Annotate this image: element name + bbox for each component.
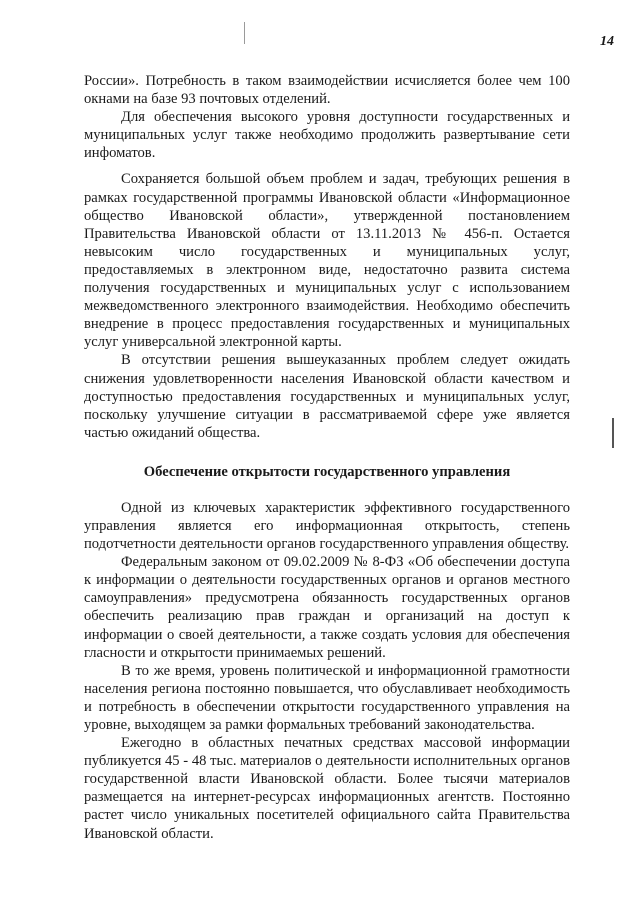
page-number: 14 xyxy=(600,34,614,49)
paragraph: Для обеспечения высокого уровня доступности государственных и муниципальных услуг также необходимо продолжить развертывание сети инфоматов. xyxy=(84,109,570,162)
scan-mark xyxy=(244,22,245,44)
paragraph: России». Потребность в таком взаимодействии исчисляется более чем 100 окнами на базе 93 почтовых отделений. xyxy=(84,73,570,108)
paragraph: В то же время, уровень политической и информационной грамотности населения региона постоянно повышается, что обуславливает необходимость и потребность в обеспечении открытости государственного управления на уровне, выходящем за рамки формальных требований законодательства. xyxy=(84,662,570,733)
paragraph: Ежегодно в областных печатных средствах массовой информации публикуется 45 - 48 тыс. материалов о деятельности исполнительных органов государственной власти Ивановской области. Более тысячи материалов размещается на интернет-ресурсах информационных агентств. Постоянно растет число уникальных посетителей официального сайта Правительства Ивановской области. xyxy=(84,735,570,842)
paragraph: Федеральным законом от 09.02.2009 № 8-ФЗ «Об обеспечении доступа к информации о деятельности государственных органов и органов местного самоуправления» предусмотрена обязанность государственных органов обеспечить реализацию прав граждан и организаций на доступ к информации о своей деятельности, а также создать условия для обеспечения гласности и открытости принимаемых решений. xyxy=(84,554,570,661)
section-heading: Обеспечение открытости государственного управления xyxy=(143,463,511,480)
paragraph: В отсутствии решения вышеуказанных проблем следует ожидать снижения удовлетворенности населения Ивановской области качеством и доступностью предоставления государственных и муниципальных услуг, поскольку улучшение ситуации в рассматриваемой сфере уже является частью ожиданий общества. xyxy=(84,352,570,441)
document-body xyxy=(84,72,570,843)
paragraph: Сохраняется большой объем проблем и задач, требующих решения в рамках государственной программы Ивановской области «Информационное общество Ивановской области», утвержденной постановлением Правительства Ивановской области от 13.11.2013 № 456-п. Остается невысоким число государственных и муниципальных услуг, предоставляемых в электронном виде, недостаточно развита система получения государственных и муниципальных услуг с использованием межведомственного электронного взаимодействия. Необходимо обеспечить внедрение в процесс предоставления государственных и муниципальных услуг универсальной электронной карты. xyxy=(84,171,570,351)
scan-mark xyxy=(612,418,614,448)
paragraph: Одной из ключевых характеристик эффективного государственного управления является его информационная открытость, степень подотчетности деятельности органов государственного управления обществу. xyxy=(84,499,570,553)
